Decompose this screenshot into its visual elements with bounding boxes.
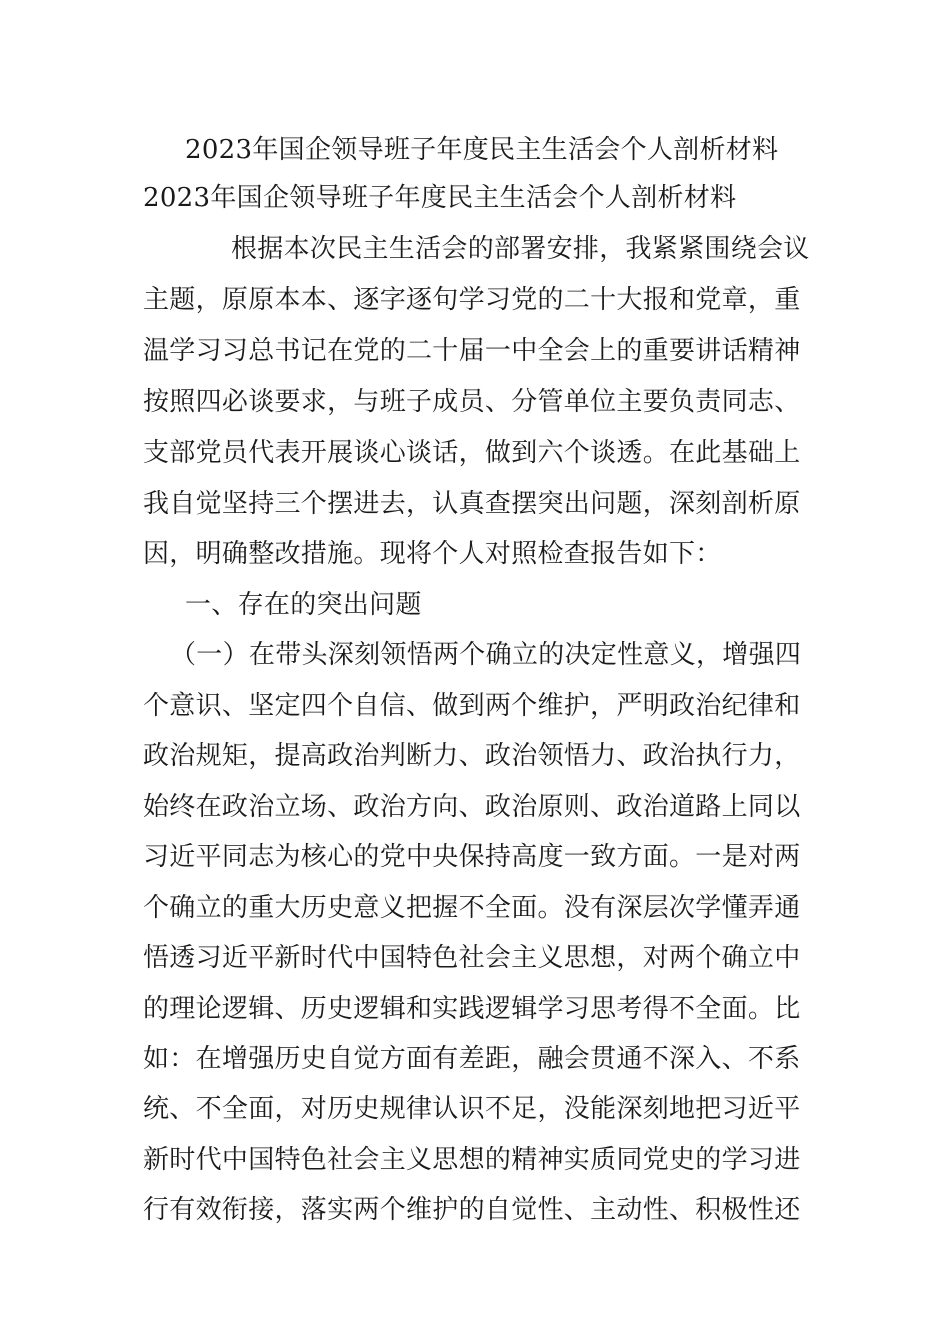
subsection-line: 统、不全面，对历史规律认识不足，没能深刻地把习近平: [143, 1094, 801, 1124]
subsection-line: 新时代中国特色社会主义思想的精神实质同党史的学习进: [143, 1145, 801, 1175]
subsection-line: 政治规矩，提高政治判断力、政治领悟力、政治执行力，: [143, 741, 801, 771]
intro-line: 温学习习总书记在党的二十届一中全会上的重要讲话精神: [143, 336, 801, 366]
subsection-line: （一）在带头深刻领悟两个确立的决定性意义，增强四: [170, 640, 802, 670]
subsection-line: 习近平同志为核心的党中央保持高度一致方面。一是对两: [143, 842, 801, 872]
intro-line: 主题，原原本本、逐字逐句学习党的二十大报和党章，重: [143, 285, 801, 315]
section-heading: 一、存在的突出问题: [185, 590, 422, 620]
intro-line: 按照四必谈要求，与班子成员、分管单位主要负责同志、: [143, 387, 801, 417]
subsection-line: 个确立的重大历史意义把握不全面。没有深层次学懂弄通: [143, 893, 801, 923]
subsection-line: 如：在增强历史自觉方面有差距，融会贯通不深入、不系: [143, 1044, 801, 1074]
intro-line: 因，明确整改措施。现将个人对照检查报告如下：: [143, 539, 722, 569]
document-subtitle: 2023年国企领导班子年度民主生活会个人剖析材料: [143, 183, 737, 213]
subsection-line: 个意识、坚定四个自信、做到两个维护，严明政治纪律和: [143, 691, 801, 721]
subsection-line: 始终在政治立场、政治方向、政治原则、政治道路上同以: [143, 792, 801, 822]
subsection-line: 行有效衔接，落实两个维护的自觉性、主动性、积极性还: [143, 1195, 801, 1225]
intro-line: 支部党员代表开展谈心谈话，做到六个谈透。在此基础上: [143, 438, 801, 468]
subsection-line: 的理论逻辑、历史逻辑和实践逻辑学习思考得不全面。比: [143, 994, 801, 1024]
subsection-line: 悟透习近平新时代中国特色社会主义思想，对两个确立中: [143, 943, 801, 973]
intro-line: 我自觉坚持三个摆进去，认真查摆突出问题，深刻剖析原: [143, 489, 801, 519]
intro-line: 根据本次民主生活会的部署安排，我紧紧围绕会议: [231, 234, 810, 264]
document-title: 2023年国企领导班子年度民主生活会个人剖析材料: [185, 135, 779, 165]
